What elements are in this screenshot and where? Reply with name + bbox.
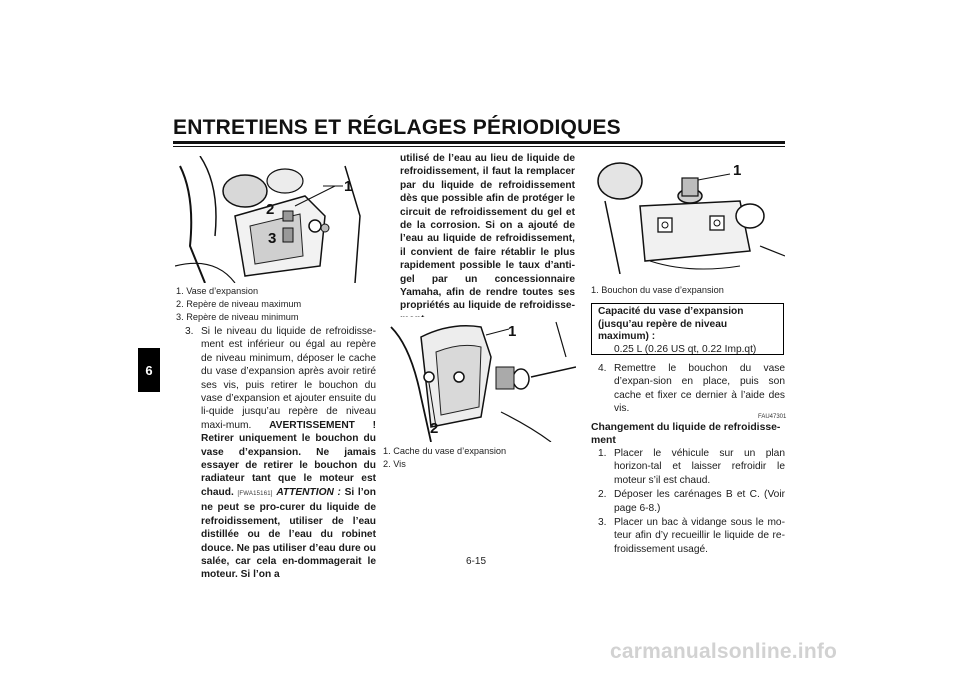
step-3-block bbox=[185, 325, 376, 582]
step-number: 2. bbox=[598, 489, 607, 501]
attention-text: Si l’on ne peut se pro-curer du liquide de refroidissement, utiliser de l’eau distillée ou de l’eau du robinet douce. Ne pas utiliser d’eau dure ou salée, car cela en-dommagerait le moteur. Si l’on a bbox=[201, 486, 376, 581]
spec-value: 0.25 L (0.26 US qt, 0.22 Imp.qt) bbox=[614, 343, 757, 355]
step-text: Placer un bac à vidange sous le mo-teur afin d’y recueillir le liquide de re-froidissement usagé. bbox=[614, 517, 785, 555]
caution-continued bbox=[400, 152, 575, 328]
page-title: ENTRETIENS ET RÉGLAGES PÉRIODIQUES bbox=[173, 116, 621, 139]
caption-item: 1. Cache du vase d’expansion bbox=[383, 446, 507, 456]
list-item bbox=[598, 488, 785, 515]
page-number: 6-15 bbox=[466, 556, 487, 567]
step-number: 1. bbox=[598, 448, 607, 459]
callout-3: 3 bbox=[268, 230, 277, 247]
spec-box-capacity bbox=[591, 303, 784, 355]
callout-2: 2 bbox=[430, 420, 439, 437]
caption-item: 3. Repère de niveau minimum bbox=[176, 312, 299, 322]
step-3-text: Si le niveau du liquide de refroidisse-ment est inférieur ou égal au repère de niveau minimum, déposer le cache du vase d’expansion après avoir retiré ses vis, puis retirer le bouchon du vase d’expansion et ajouter ensuite du li-quide jusqu’au repère de niveau maxi-mum. bbox=[201, 326, 376, 431]
photo-captions-2 bbox=[383, 445, 506, 471]
step-number: 3. bbox=[598, 517, 607, 529]
photo-captions-3 bbox=[591, 284, 724, 297]
list-item bbox=[598, 516, 785, 556]
caption-item: 2. Vis bbox=[383, 459, 406, 469]
step-text: Placer le véhicule sur un plan horizon-tal et laisser refroidir le moteur s’il est chaud. bbox=[614, 448, 785, 486]
photo-coolant-reservoir-levels bbox=[175, 156, 375, 283]
warning-code: [FWA15161] bbox=[237, 490, 273, 497]
caption-item: 1. Bouchon du vase d’expansion bbox=[591, 285, 724, 295]
callout-2: 2 bbox=[266, 201, 275, 218]
caption-item: 2. Repère de niveau maximum bbox=[176, 299, 302, 309]
list-item bbox=[598, 447, 785, 487]
chapter-tab: 6 bbox=[138, 348, 160, 392]
step-4-block bbox=[598, 362, 785, 416]
step-4-text: Remettre le bouchon du vase d’expan-sion en place, puis son cache et fixer ce dernier à l’aide des vis. bbox=[614, 363, 785, 415]
step-text: Déposer les carénages B et C. (Voir page 6-8.) bbox=[614, 489, 785, 514]
photo-reservoir-cap bbox=[590, 156, 785, 274]
watermark: carmanualsonline.info bbox=[610, 640, 838, 663]
warning-text: AVERTISSEMENT ! Retirer uniquement le bouchon du vase d’expansion. Ne jamais essayer de retirer le bouchon du radiateur tant que le moteur est chaud. bbox=[201, 419, 376, 498]
step-number: 3. bbox=[185, 326, 194, 337]
step-number: 4. bbox=[598, 363, 607, 374]
caution-continued-text: utilisé de l’eau au lieu de liquide de refroidissement, il faut la remplacer par du liquide de refroidissement dès que possible afin de protéger le circuit de refroidissement du gel et de la corrosion. Si on a ajouté de l’eau au liquide de refroidissement, il convient de faire rétablir le plus rapidement possible le taux d’anti-gel par un concessionnaire Yamaha, afin de rendre toutes ses propriétés au liquide de refroidisse- bbox=[400, 153, 575, 312]
title-rule-thin bbox=[173, 146, 785, 147]
section-code: FAU47301 bbox=[758, 414, 787, 420]
coolant-change-steps bbox=[598, 447, 785, 556]
callout-1: 1 bbox=[344, 178, 353, 195]
photo-captions-1 bbox=[176, 285, 301, 324]
callout-1: 1 bbox=[733, 162, 742, 179]
attention-label: ATTENTION : bbox=[276, 486, 341, 498]
callout-1: 1 bbox=[508, 323, 517, 340]
caption-item: 1. Vase d’expansion bbox=[176, 286, 259, 296]
section-heading: Changement du liquide de refroidisse-ment bbox=[591, 422, 781, 446]
spec-title: Capacité du vase d’expansion (jusqu’au repère de niveau maximum) : bbox=[598, 306, 744, 343]
title-rule bbox=[173, 141, 785, 144]
photo-reservoir-cover bbox=[381, 317, 576, 442]
